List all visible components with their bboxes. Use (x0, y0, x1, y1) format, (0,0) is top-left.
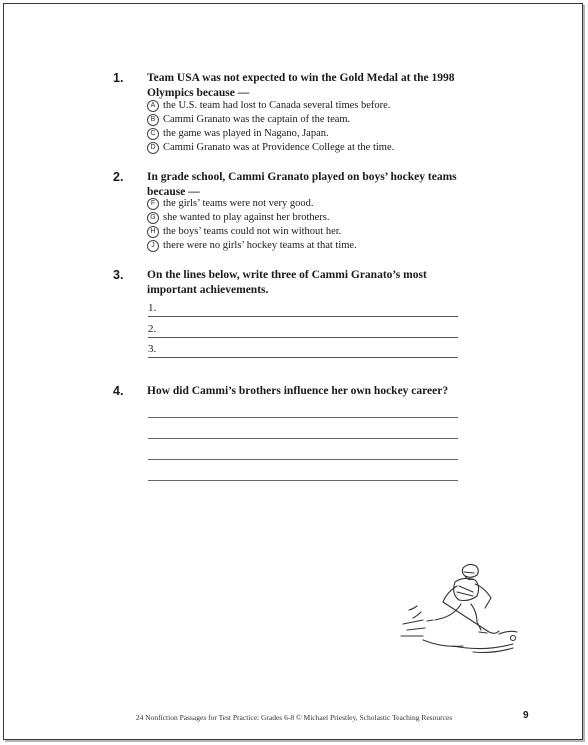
answer-bubble[interactable]: B (147, 114, 159, 126)
question-text: Team USA was not expected to win the Gold Medal at the 1998 Olympics because — (147, 72, 455, 99)
answer-option-h[interactable] (147, 225, 341, 238)
answer-bubble[interactable]: D (147, 142, 159, 154)
answer-line[interactable] (148, 459, 458, 460)
option-text: the girls’ teams were not very good. (163, 198, 314, 209)
answer-line[interactable] (148, 438, 458, 439)
question-number: 3. (113, 268, 124, 282)
option-text: the U.S. team had lost to Canada several times before. (163, 100, 391, 111)
question-text: On the lines below, write three of Cammi Granato’s most important achievements. (147, 269, 427, 296)
answer-bubble[interactable]: C (147, 128, 159, 140)
answer-bubble[interactable]: J (147, 240, 159, 252)
answer-line[interactable] (148, 417, 458, 418)
question-number: 2. (113, 170, 124, 184)
option-text: she wanted to play against her brothers. (163, 212, 330, 223)
question-number: 4. (113, 384, 124, 398)
answer-option-c[interactable] (147, 127, 329, 140)
answer-line-2[interactable]: 2. (148, 323, 458, 338)
page-number: 9 (523, 710, 529, 721)
answer-line[interactable] (148, 480, 458, 481)
answer-option-a[interactable] (147, 99, 390, 112)
answer-bubble[interactable]: H (147, 226, 159, 238)
answer-option-f[interactable] (147, 197, 314, 210)
option-text: there were no girls’ hockey teams at that time. (163, 240, 357, 251)
option-text: the boys’ teams could not win without her. (163, 226, 342, 237)
answer-bubble[interactable]: A (147, 100, 159, 112)
answer-bubble[interactable]: G (147, 212, 159, 224)
option-text: Cammi Granato was at Providence College at the time. (163, 142, 395, 153)
footer-credit: 24 Nonfiction Passages for Test Practice: Grades 6-8 © Michael Priestley, Scholastic Teaching Resources (135, 713, 453, 722)
answer-option-b[interactable] (147, 113, 350, 126)
answer-line-3[interactable]: 3. (148, 343, 458, 358)
answer-line-1[interactable]: 1. (148, 302, 458, 317)
question-number: 1. (113, 71, 124, 85)
option-text: Cammi Granato was the captain of the team. (163, 114, 351, 125)
answer-option-j[interactable] (147, 239, 357, 252)
hockey-player-sketch-icon (393, 552, 533, 662)
answer-option-g[interactable] (147, 211, 330, 224)
option-text: the game was played in Nagano, Japan. (163, 128, 329, 139)
answer-option-d[interactable] (147, 141, 394, 154)
question-text: How did Cammi’s brothers influence her own hockey career? (147, 385, 449, 397)
answer-bubble[interactable]: F (147, 198, 159, 210)
question-text: In grade school, Cammi Granato played on boys’ hockey teams because — (147, 171, 457, 198)
